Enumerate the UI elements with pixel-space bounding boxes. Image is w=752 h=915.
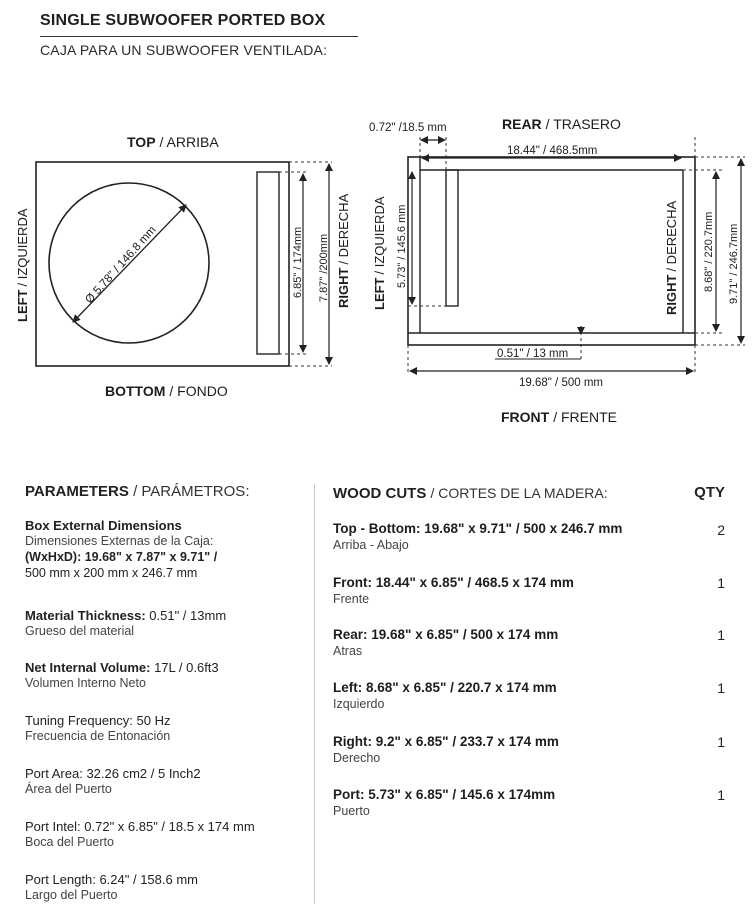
cut-front: Front: 18.44" x 6.85" / 468.5 x 174 mm Frente — [333, 575, 574, 606]
qty-header: QTY — [694, 484, 725, 501]
port-length-label: 5.73" / 145.6 mm — [396, 204, 408, 288]
page-title: SINGLE SUBWOOFER PORTED BOX — [40, 12, 326, 29]
param-box-dimensions: Box External Dimensions Dimensiones Externas de la Caja: (WxHxD): 19.68" x 7.87" x 9.71" / 500 mm x 200 mm x 246.7 mm — [25, 518, 218, 580]
diagram-canvas — [0, 0, 752, 440]
param-net-volume: Net Internal Volume: 17L / 0.6ft3 Volumen Interno Neto — [25, 660, 219, 690]
bottom-label: BOTTOM / FONDO — [105, 383, 228, 399]
page-subtitle: CAJA PARA UN SUBWOOFER VENTILADA: — [40, 42, 328, 58]
diameter-label: Ø 5.78" / 146.8 mm — [83, 224, 159, 307]
box-side-outline — [408, 157, 695, 345]
cut-left: Left: 8.68" x 6.85" / 220.7 x 174 mm Izquierdo — [333, 680, 557, 711]
total-height-label: 7.87" /200mm — [318, 233, 330, 302]
parameters-heading: PARAMETERS / PARÁMETROS: — [25, 483, 250, 500]
param-port-inlet: Port Intel: 0.72" x 6.85" / 18.5 x 174 mm Boca del Puerto — [25, 819, 255, 849]
qty-right: 1 — [717, 734, 725, 750]
top-view-diagram — [15, 134, 351, 399]
cut-top-bottom: Top - Bottom: 19.68" x 9.71" / 500 x 246.7 mm Arriba - Abajo — [333, 521, 623, 552]
outer-width-label: 19.68" / 500 mm — [519, 377, 603, 389]
left-label: LEFT/ IZQUIERDA — [15, 208, 30, 322]
inner-width-label: 18.44" / 468.5mm — [507, 145, 598, 157]
port-wall — [446, 170, 458, 306]
param-port-area: Port Area: 32.26 cm2 / 5 Inch2 Área del Puerto — [25, 766, 201, 796]
param-material-thickness: Material Thickness: 0.51" / 13mm Grueso del material — [25, 608, 227, 638]
qty-rear: 1 — [717, 627, 725, 643]
inner-depth-label: 8.68" / 220.7mm — [703, 211, 715, 292]
qty-left: 1 — [717, 680, 725, 696]
qty-top-bottom: 2 — [717, 522, 725, 538]
front-label: FRONT / FRENTE — [501, 409, 617, 425]
cut-right: Right: 9.2" x 6.85" / 233.7 x 174 mm Derecho — [333, 734, 559, 765]
right-label: RIGHT/ DERECHA — [336, 193, 351, 308]
wood-cuts-heading: WOOD CUTS / CORTES DE LA MADERA: — [333, 485, 608, 502]
qty-port: 1 — [717, 787, 725, 803]
side-left-label: LEFT/ IZQUIERDA — [372, 196, 387, 310]
port-width-label: 0.72" /18.5 mm — [369, 122, 447, 134]
outer-depth-label: 9.71" / 246.7mm — [728, 223, 740, 304]
thickness-label: 0.51" / 13 mm — [497, 348, 569, 360]
top-label: TOP / ARRIBA — [127, 134, 219, 150]
port-slot — [257, 172, 279, 354]
column-divider — [314, 484, 315, 904]
side-right-label: RIGHT/ DERECHA — [664, 200, 679, 315]
cut-rear: Rear: 19.68" x 6.85" / 500 x 174 mm Atras — [333, 627, 559, 658]
cut-port: Port: 5.73" x 6.85" / 145.6 x 174mm Puerto — [333, 787, 556, 818]
param-tuning-frequency: Tuning Frequency: 50 Hz Frecuencia de Entonación — [25, 713, 171, 743]
port-height-label: 6.85" / 174mm — [292, 226, 304, 298]
side-view-diagram — [369, 116, 745, 425]
qty-front: 1 — [717, 575, 725, 591]
param-port-length: Port Length: 6.24" / 158.6 mm Largo del Puerto — [25, 872, 199, 902]
rear-label: REAR / TRASERO — [502, 116, 621, 132]
